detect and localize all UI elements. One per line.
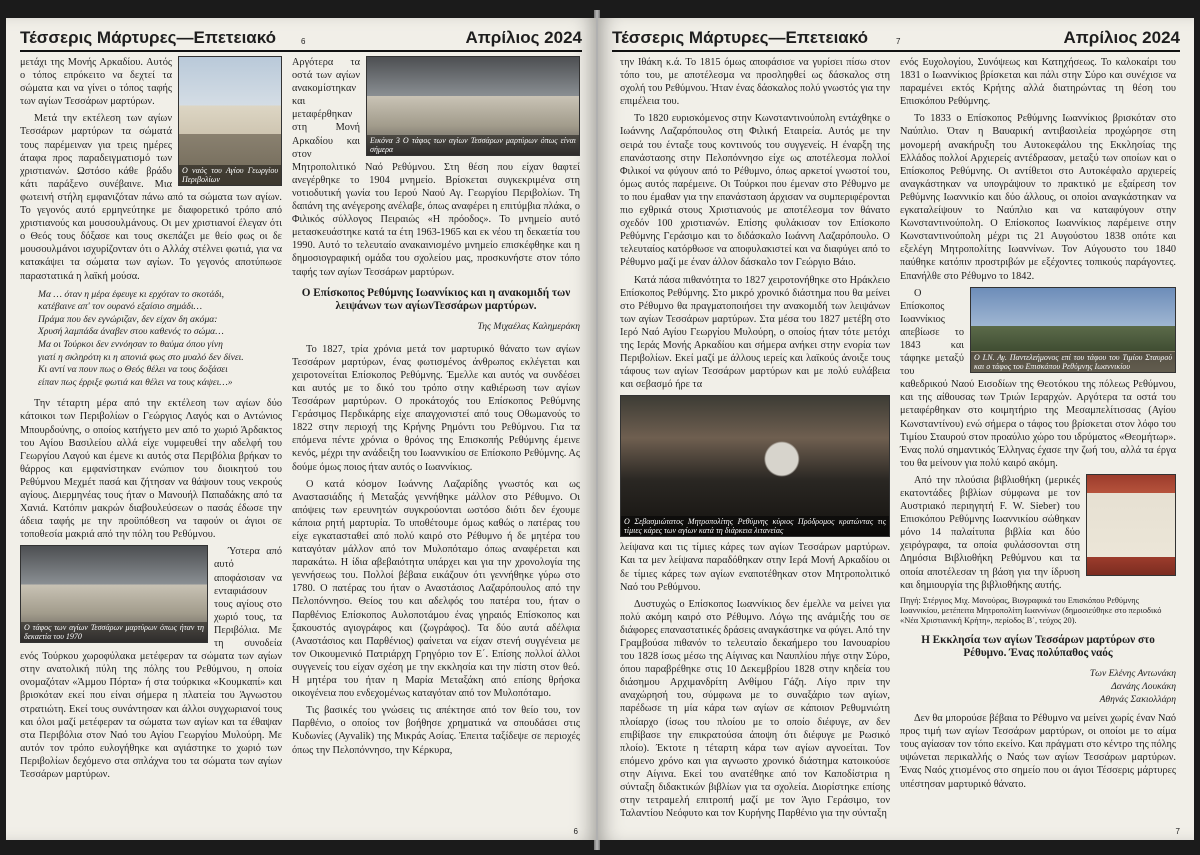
page-number: 6: [573, 827, 578, 836]
right-page: [598, 18, 1194, 840]
paragraph: Ο κατά κόσμον Ιωάννης Λαζαρίδης γνωστός και ως Αναστασιάδης ή Μεταξάς γεννήθηκε μάλλον στο Ρέθυμνο. Οι απόψεις των ερευνητών συγκρούονται ωστόσο διότι δεν έχουμε κάποια ρητή μαρτυρία. Το υποθέτουμε όμως καθώς ο πατέρας του είχε εγκατασταθεί από πολύ καιρό στο Ρέθυμνο ή δε μητέρα του καταγόταν μάλλον από τον Μυλοπόταμο όπως αναφέρεται και παρακάτω. Η ίδια αβεβαιότητα υπάρχει και για την χρονολογία της γεννήσεως του. Πολλοί βέβαια εικάζουν ότι γεννήθηκε γύρω στο 1780. Ο πατέρας του ήταν ο Αναστάσιος Λαζαρόπουλος από την Πελοπόννησο. Θείος του και αδελφός του πατέρα του, ήταν ο Παρθένιος Επίσκοπος Αυλοποτάμου ένας γηραιός Επίσκοπος και ξακουστός αγιογράφος και (ζωγράφος). Τα δύο αυτά αδέλφια (Αναστάσιος και Παρθένιος) φαίνεται να είχαν στενή συγγένεια με τον Οικουμενικό Πατριάρχη Γρηγόριο τον Ε΄. Επίσης πολλοί άλλοι συγγενείς του είχαν σχέση με την εκκλησία και την πίστη στον θεό. Η μητέρα του ήταν η Μαρία Μεταξάκη από επίσης θρήσκα οικογένεια που ενδεχομένως καταγόταν από τον Μυλοπόταμο.: [292, 478, 580, 700]
article-author: Των Ελένης Αντωνάκη: [1089, 667, 1176, 679]
paragraph: Μετά την εκτέλεση των αγίων Τεσσάρων μαρτύρων τα σώματά τους παρέμειναν για τρεις ημέρες άταφα προς παραδειγματισμό των χριστιανών. Ωστόσο κάθε βράδυ κάτι παράξενο συνέβαινε. Μια φωτεινή στήλη εμφανιζόταν πάνω από τα σώματα των αγίων. Το γεγονός αυτό ερμηνεύτηκε με διαφορετικό τρόπο από χριστιανούς και μουσουλμάνους. Οι μεν χριστιανοί έλεγαν ότι ο Θεός τους δόξασε και τους σκεπάζει με θείο φως οι δε μουσουλμάνοι ισχυρίζονταν ότι ο Αλλάχ στέλνει φωτιά, για να κατακάψει τα σώματα των αγίων. Το γεγονός αποτύπωσε παραστατικά η λαϊκή μούσα.: [20, 113, 282, 282]
article-heading: Ο Επίσκοπος Ρεθύμνης Ιωαννίκιος και η ανακομιδή των λειψάνων των αγίωνΤεσσάρων μαρτύρων.: [301, 286, 571, 313]
paragraph: Ύστερα από αυτό αποφάσισαν να ενταφιάσουν τους αγίους στο χωριό τους, τα Περιβόλια. Με τη συνοδεία ενός Τούρκου χωροφύλακα μετέφεραν τα σώματα των αγίων στην ανατολική πύλη της πόλης του Ρεθύμνου, η οποία ονομαζόταν «Άμμου Πόρτα» ή στα τούρκικα «Κουμκαπί» και βρισκόταν εκεί που είναι σήμερα η πλατεία του Άγνωστου στρατιώτη. Εκεί τους συνάντησαν και άλλοι συγχωριανοί τους και όλοι μαζί μετέφεραν τα σώματα των αγίων και τα έθαψαν στα Περιβόλια στον Ναό του Αγίου Γεωργίου Μυλούρη. Με αυτόν τον τρόπο ευλογήθηκε και αγιάστηκε το χωριό των Περιβολίων δεχόμενο στα σπλάχνα του τα σώματα των αγίων Τεσσάρων μαρτύρων.: [20, 546, 282, 780]
column-4: [900, 56, 1176, 795]
chapel-photo: [970, 287, 1176, 373]
paragraph: Κατά πάσα πιθανότητα το 1827 χειροτονήθηκε στο Ηράκλειο Επίσκοπος Ρεθύμνης. Στο μικρό χρονικό διάστημα που θα μείνει στο Ρέθυμνο θα πραγματοποιήσει την ανακομιδή των λειψάνων των αγίων Τεσσάρων μαρτύρων. Στα μέσα του 1827 μετέβη στο Ιερό Ναό Αγίου Γεωργίου Μυλούρη, ο οποίος ήταν τότε μετόχι της Ιεράς Μονής Αρκαδίου και σήμερα ανήκει στην ενορία των Περιβολίων. Εκεί μαζί με άλλους ιερείς και λαϊκούς άνοιξε τους τάφους των αγίων Τεσσάρων μαρτύρων και με πολύ ευλάβεια και σεβασμό ήρε τα: [620, 274, 890, 391]
header-title: Τέσσερις Μάρτυρες—Επετειακό: [612, 28, 869, 47]
paragraph: Από την πλούσια βιβλιοθήκη (μερικές εκατοντάδες βιβλίων σύμφωνα με τον Αυστριακό περιηγητή F. W. Sieber) του Επισκόπου Ρεθύμνης Ιωαννικίου σώθηκαν μόνο 14 παλαίτυπα βιβλία και δύο χειρόγραφα, τα οποία φυλάσσονται στη Δημόσια Βιβλιοθήκη Ρεθύμνου και τα οποία αποτέλεσαν τη βάση για την ίδρυση και δημιουργία της βιβλιοθήκης αυτής.: [900, 474, 1080, 591]
caption: Ο τάφος των αγίων Τεσσάρων μαρτύρων όπως ήταν τη δεκαετία του 1970: [21, 622, 207, 642]
article-heading: Η Εκκλησία των αγίων Τεσσάρων μαρτύρων στο Ρέθυμνο. Ένας πολύπαθος ναός: [921, 633, 1155, 660]
poem: [38, 289, 282, 390]
paragraph: Το 1820 ευρισκόμενος στην Κωνσταντινούπολη εντάχθηκε ο Ιωάννης Λαζαρόπουλος στη Φιλική Εταιρεία. Αυτός με την σειρά του ένταξε τους κοντινούς του συγγενείς. Η έναρξη της επανάστασης στην Πελοπόννησο είχε ως αποτέλεσμα πολλοί Φιλικοί να φύγουν από το Ρέθυμνο, όπως αρκετοί γνωστοί του, όμως αυτός παρέμεινε. Οι Τούρκοι που έμεναν στο Ρέθυμνο με το που έμαθαν για την επανάσταση άρχισαν να συμπεριφέρονται πιο εχθρικά στους Χριστιανούς με αποτέλεσμα τον θάνατο σχεδόν 100 χριστιανών. Επίσης φυλάκισαν τον Επίσκοπο Ρεθύμνης Γεράσιμο και το διδάσκαλο Ιωάννη Λαζαρόπουλο. Ο τελευταίος κατόρθωσε να αποφυλακιστεί και να διαφύγει από το Ρέθυμνο μαζί με έναν άλλον δάσκαλο τον Γεώργιο Βάιο.: [620, 113, 890, 269]
paragraph: μετάχι της Μονής Αρκαδίου. Αυτός ο τόπος επρόκειτο να δεχτεί τα σώματα και να γίνει ο τόπος ταφής των αγίων Τεσσάρων μαρτύρων.: [20, 57, 172, 108]
caption: Ο Ι.Ν. Αγ. Παντελεήμονος επί του τάφου του Τιμίου Σταυρού και ο τάφος του Επισκόπου Ρεθύμνης Ιωαννικίου: [971, 352, 1175, 372]
caption: Ο ναός του Αγίου Γεωργίου Περιβολίων: [179, 165, 281, 185]
article-author: Αθηνάς Σακιολλάρη: [1099, 693, 1176, 705]
column-3: [620, 56, 890, 824]
poem-line: Κι αντί να πουν πως ο Θεός θέλει να τους δοξάσει: [38, 364, 228, 376]
paragraph: Αργότερα τα οστά των αγίων ανακομίστηκαν και μεταφέρθηκαν στη Μονή Αρκαδίου και στον Μητροπολιτικό Ναό Ρεθύμνου. Στη θέση που είχαν θαφτεί ανεγέρθηκε το 1904 μνημείο. Βρίσκεται συγκεκριμένα στη νοτιοδυτική γωνία του Ιερού Ναού Αγ. Γεωργίου Περιβολίων. Τη δαπάνη της ανέγερσης ανέλαβε, όπως αναφέρει η επιτύμβια πλάκα, ο Φιλικός σύλλογος Πειραιώς «Η πρόοδος». Το μνημείο αυτό μετασκευάστηκε κατά τα έτη 1963-1965 και εκ νέου τη δεκαετία του 1990. Αυτό το τελευταίο ανακαινισμένο μνημείο επισκέφθηκε και η δημοσιογραφική ομάδα του σχολείου μας, προσκυνήστε στον τόπο ταφής των αγίων Τεσσάρων μαρτύρων.: [292, 57, 580, 278]
poem-line: είπαν πως έρριξε φωτιά και θέλει να τους κάψει…»: [38, 376, 233, 388]
header-date: Απρίλιος 2024: [465, 28, 582, 47]
paragraph: λείψανα και τις τίμιες κάρες των αγίων Τεσσάρων μαρτύρων. Και τα μεν λείψανα παραδόθηκαν στην Ιερά Μονή Αρκαδίου οι δε τίμιες κάρες των αγίων εναποτέθηκαν στον Μητροπολιτικό Ναό του Ρεθύμνου.: [620, 542, 890, 593]
plaque-photo: [1086, 474, 1176, 576]
page-number: 7: [1175, 827, 1180, 836]
header-date: Απρίλιος 2024: [1063, 28, 1180, 47]
church-photo: [178, 56, 282, 186]
poem-line: γιατί η σκληρότη κι η απονιά φως στο μυαλό δεν δίνει.: [38, 351, 244, 363]
left-header: [20, 24, 582, 52]
paragraph: την Ιθάκη κ.ά. Το 1815 όμως αποφάσισε να γυρίσει πίσω στον τόπο του, με αποτέλεσμα να προσληφθεί ως δάσκαλος στη σχολή του Ρεθύμνου. Ήταν ένας δάσκαλος πολύ γνωστός για την επιμέλεια του.: [620, 57, 890, 108]
paragraph: Δυστυχώς ο Επίσκοπος Ιωαννίκιος δεν έμελλε να μείνει για πολύ ακόμη καιρό στο Ρέθυμνο. Λόγω της ανάμιξής του σε διάφορες επαναστατικές δράσεις αναγκάστηκε να φύγει. Από την Γραμβούσα πιθανόν το τελευταίο δεκαήμερο του Ιανουαρίου του 1828 ίσως μέσω της Αίγινας και Ναυπλίου πήγε στην Σύρο, όπου παραβρέθηκε στις 10 Δεκεμβρίου 1828 στην κηδεία του διάσημου Αρχιμανδρίτη Ανθίμου Γάζη. Λίγο πριν την αναχώρησή του, σύμφωνα με το συναξάριο των αγίων, παρέδωσε τη μία κάρα των αγίων σε κάποιον Ρεθυμνιώτη πλοίαρχο (ίσως του πλοίου με το οποίο διέφυγε, αν δεν επιβίβασε την επικρατούσα άποψη ότι διέφυγε με Ρωσικό πλοίο). Έκτοτε η τέταρτη κάρα των αγίων αγνοείται. Τον επόμενο χρόνο και για αγνωστο χρονικό διάστημα κατοικούσε στην Αίγινα. Εκεί του ανατέθηκε από τον Καποδίστρια η σύνταξη διδακτικών βιβλίων για τα σχολεία. Διορίστηκε επίσης στην τετραμελή επιτροπή μαζί με τον Άγιο Γεράσιμο, τον Ταλαντίου Νεόφυτο και τον Κυρήνης Παρθένιο για την σύνταξη: [620, 598, 890, 820]
paragraph: Το 1833 ο Επίσκοπος Ρεθύμνης Ιωαννίκιος βρισκόταν στο Ναύπλιο. Όταν η Βαυαρική αντιβασιλεία προχώρησε στη μονομερή ανακήρυξη του Αυτοκεφάλου της Εκκλησίας της Ελλάδος πολλοί Αρχιερείς αντέδρασαν, μεταξύ των οποίων και ο Επίσκοπος Ρεθύμνης. Οι αντίθετοι στο Αυτοκέφαλο αρχιερείς αναγκάστηκαν να υπογράψουν το πρακτικό με εξαίρεση τον Ρεθύμνης Ιωαννικίο και δύο άλλους, οι οποίοι αναγκάστηκαν να εγκαταλείψουν το Ναύπλιο και να καταφύγουν στην Κωνσταντινούπολη. Ο Επίσκοπος Ιωαννίκιος παρέμεινε στην Κωνσταντινούπολη μέχρι τις 21 Αυγούστου 1838 οπότε και εξελέγη Μητροπολίτης Ιωαννίνων. Τον Αύγουστο του 1840 παύθηκε κατόπιν προστριβών με εξέχοντες τοπικούς παράγοντες. Επανήλθε στο Ρέθυμνο το 1842.: [900, 113, 1176, 282]
tomb-photo: [366, 56, 580, 156]
source-note: Πηγή: Στέργιος Μιχ. Μανούρας, Βιογραφικά του Επισκόπου Ρεθύμνης Ιωαννικίου, μετέπειτα Μητροπολίτη Ιωαννίνων (δημοσιεύθηκε στο περιοδικό «Νέα Χριστιανική Κρήτη», περίοδος Β΄, τεύχος 20).: [900, 595, 1162, 625]
old-tomb-photo: [20, 545, 208, 643]
paragraph: Το 1827, τρία χρόνια μετά τον μαρτυρικό θάνατο των αγίων Τεσσάρων μαρτύρων, ένας φωτισμένος άνθρωπος εκλέγεται και χειροτονείται Επίσκοπος Ρεθύμνης. Έμελλε και αυτός να συνδέσει και αυτός με το δικό του τρόπο στην καθιέρωση των αγίων Τεσσάρων μαρτύρων. Ο προκάτοχός του Επίσκοπος Ρεθύμνης Γεράσιμος Περδικάρης είχε απαγχονιστεί από τους Οθωμανούς το 1822 στην περιοχή της Κρήνης Ρημόντι του Ρεθύμνου. Για τα επόμενα πέντε χρόνια ο θρόνος της Επισκοπής Ρεθύμνης έμεινε κενός, μέχρι την ανάδειξη του Ιωαννικίου σε Επίσκοπο Ρεθύμνης. Ας δούμε όμως ποιος ήταν αυτός ο Ιωαννίκιος.: [292, 343, 580, 473]
poem-line: κατέβαινε απ' τον ουρανό εξαίσιο σημάδι…: [38, 301, 203, 313]
column-1: [20, 56, 282, 785]
poem-line: Μα οι Τούρκοι δεν εννόησαν το θαύμα όπου γίνη: [38, 338, 223, 350]
paragraph: Δεν θα μπορούσε βέβαια το Ρέθυμνο να μείνει χωρίς έναν Ναό προς τιμή των αγίων Τεσσάρων μαρτύρων, οι οποίοι με το αίμα τους αγίασαν τον τόπο εκείνο. Και πράγματι στο κέντρο της πόλης υψώνεται περικαλλής ο Ναός των αγίων Τεσσάρων μαρτύρων. Ένας Ναός χτισμένος στο σημείο που οι άγιοι Τέσσερις μάρτυρες υπέστησαν μαρτυρικό θάνατο.: [900, 713, 1176, 790]
procession-photo: [620, 395, 890, 537]
right-header: [612, 24, 1180, 52]
poem-line: Χρυσή λαμπάδα άναβεν στου καθενός το σώμα…: [38, 326, 224, 338]
header-page-number: 7: [896, 37, 901, 46]
article-author: Δανάης Λουκάκη: [1111, 680, 1176, 692]
paragraph: ενός Ευχολογίου, Συνόψεως και Κατηχήσεως. Το καλοκαίρι του 1831 ο Ιωαννίκιος βρίσκεται και πάλι στην Σύρο και συνέχισε να παραμένει εκτός Κρήτης αλλά διατηρώντας τη θέση του Επισκόπου Ρεθύμνης.: [900, 57, 1176, 108]
poem-line: Πράμα που δεν εγνώριζαν, δεν είχαν δη ακόμα:: [38, 313, 218, 325]
paragraph: Την τέταρτη μέρα από την εκτέλεση των αγίων δύο κάτοικοι των Περιβολίων ο Γεώργιος Λαγός και ο Αντώνιος Μπουρδούνης, ο οποίος κατήγετο μεν από το χωριό Άρδακτος του Αγίου Βασιλείου αλλά είχε νυμφευθεί την αδελφή του Γεωργίου Λαγού και έμενε κι αυτός στα Περιβόλια βρήκαν το θάρρος και εμφανίστηκαν ενώπιον του διοικητού του Ρεθύμνου Μεχμέτ πασά και ζήτησαν να θάψουν τους νεκρούς αγίους. Διερμηνέας τους ήταν ο Μανουήλ Παπαδάκης από τα Χανιά. Κατόπιν μακρών διαβουλεύσεων ο πασάς έδωσε την άδεια ταφής με την προϋπόθεση να ταφούν οι άγιοι σε τοποθεσία μακριά από την πόλη του Ρεθύμνου.: [20, 398, 282, 541]
poem-line: Μα … όταν η μέρα έφευγε κι ερχόταν το σκοτάδι,: [38, 288, 225, 300]
header-page-number: 6: [301, 37, 306, 46]
caption: Εικόνα 3 Ο τάφος των αγίων Τεσσάρων μαρτύρων όπως είναι σήμερα: [367, 135, 579, 155]
paragraph: Ο Επίσκοπος Ιωαννίκιος απεβίωσε το 1843 και τάφηκε μεταξύ του καθεδρικού Ναού Εισοδίων της Θεοτόκου της πόλεως Ρεθύμνου, και της αίθουσας των Τριών Ιεραρχών. Αργότερα τα οστά του μεταφέρθηκαν στο κοιμητήριο της Μεσαμπελίτισσας (Αγίου Κωνσταντίνου) ενώ σήμερα ο τάφος του βρίσκεται στον λόφο του Τιμίου Σταυρού στον προαύλιο χώρο του ιδρύματος «Θεομήτωρ». Ένας πολύ σημαντικός Έλληνας έχασε την ζωή του, αλλά τα έργα του θα μείνουν για πολύ καιρό ακόμη.: [900, 287, 1176, 469]
caption: Ο Σεβασμιώτατος Μητροπολίτης Ρεθύμνης κύριος Πρόδρομος κρατώντας τις τίμιες κάρες των αγίων κατά τη διάρκεια λιτανείας: [621, 516, 889, 536]
paragraph: Τις βασικές του γνώσεις τις απέκτησε από τον θείο του, τον Παρθένιο, ο οποίος τον βοήθησε χρηματικά να σπουδάσει στις Κυδωνίες (Ayvalik) της Μικράς Ασίας. Έπειτα ταξίδεψε σε περιοχές όπως την Πελοπόννησο, την Κέρκυρα,: [292, 705, 580, 756]
header-title: Τέσσερις Μάρτυρες—Επετειακό: [20, 28, 277, 47]
article-author: Της Μιχαέλας Καλημεράκη: [477, 320, 580, 332]
column-2: [292, 56, 580, 761]
left-page: [6, 18, 596, 840]
